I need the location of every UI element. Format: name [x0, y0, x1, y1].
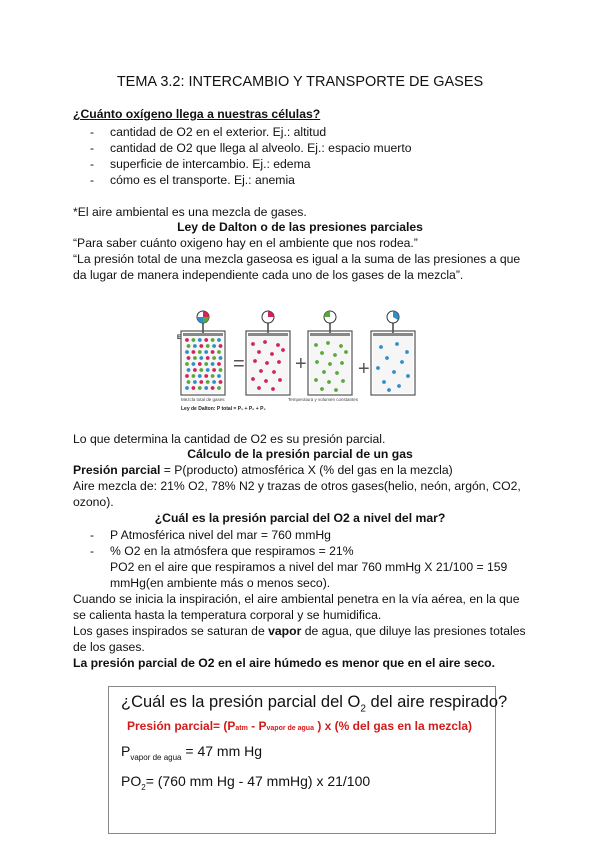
molecule-dot — [193, 356, 197, 360]
molecule-dot — [263, 340, 267, 344]
red-sub-atm: atm — [235, 725, 248, 732]
molecule-dot — [206, 380, 210, 384]
molecule-dot — [271, 387, 275, 391]
molecule-dot — [185, 386, 189, 390]
vapor-line-2: de los gases. — [73, 640, 145, 654]
quote-2-line-2: da lugar de manera independiente cada uno de los gases de la mezcla”. — [73, 268, 464, 282]
molecule-dot — [385, 356, 389, 360]
molecule-dot — [320, 351, 324, 355]
po2-line-1: PO2 en el aire que respiramos a nivel del mar 760 mmHg X 21/100 = 159 — [110, 560, 508, 574]
molecule-dot — [199, 368, 203, 372]
molecule-dot — [278, 378, 282, 382]
molecule-dot — [257, 386, 261, 390]
f2-sub: 2 — [141, 782, 146, 792]
molecule-dot — [187, 356, 191, 360]
molecule-dot — [193, 368, 197, 372]
note-text: *El aire ambiental es una mezcla de gases. — [73, 205, 307, 219]
molecule-dot — [253, 359, 257, 363]
gauge-icon — [387, 311, 399, 323]
molecule-dot — [199, 380, 203, 384]
molecule-dot — [192, 338, 196, 342]
molecule-dot — [314, 343, 318, 347]
molecule-dot — [219, 380, 223, 384]
f2-a: PO — [121, 773, 142, 789]
molecule-dot — [211, 386, 215, 390]
list-item: cantidad de O2 en el exterior. Ej.: altitud — [110, 125, 327, 139]
box-question-text: ¿Cuál es la presión parcial del O — [121, 693, 361, 711]
molecule-dot — [314, 378, 318, 382]
molecule-dot — [406, 374, 410, 378]
molecule-dot — [219, 368, 223, 372]
molecule-dot — [204, 350, 208, 354]
molecule-dot — [204, 386, 208, 390]
bullet-dash: - — [90, 141, 95, 155]
molecule-dot — [341, 379, 345, 383]
list-item: cantidad de O2 que llega al alveolo. Ej.: espacio muerto — [110, 141, 412, 155]
red-part-c: ) x (% del gas en la mezcla) — [313, 719, 473, 733]
bullet-dash: - — [90, 544, 95, 558]
molecule-dot — [217, 362, 221, 366]
vapor-text-a: Los gases inspirados se saturan de — [73, 624, 269, 638]
molecule-dot — [281, 348, 285, 352]
molecule-dot — [206, 368, 210, 372]
molecule-dot — [397, 384, 401, 388]
gauge-icon — [262, 311, 274, 323]
box-question — [121, 693, 507, 714]
molecule-dot — [327, 380, 331, 384]
molecule-dot — [264, 379, 268, 383]
bullet-dash: - — [90, 173, 95, 187]
quote-1: “Para saber cuánto oxigeno hay en el ambiente que nos rodea.” — [73, 236, 418, 250]
figure-law-label: Ley de Dalton: P total = P₁ + P₂ + P₃ — [181, 406, 266, 412]
air-mix-line-2: ozono). — [73, 495, 114, 509]
molecule-dot — [204, 338, 208, 342]
vapor-line-1 — [73, 624, 526, 638]
box-vapor-pressure — [121, 743, 262, 762]
molecule-dot — [395, 342, 399, 346]
molecule-dot — [192, 374, 196, 378]
molecule-dot — [219, 356, 223, 360]
molecule-dot — [340, 361, 344, 365]
molecule-dot — [265, 361, 269, 365]
formula-box — [108, 686, 508, 834]
molecule-dot — [187, 368, 191, 372]
molecule-dot — [211, 338, 215, 342]
molecule-dot — [333, 353, 337, 357]
molecule-dot — [212, 344, 216, 348]
box-question-end: del aire respirado? — [365, 693, 508, 711]
plus-sign: + — [295, 353, 307, 375]
bullet-dash: - — [90, 157, 95, 171]
molecule-dot — [376, 366, 380, 370]
container-blue — [371, 311, 415, 395]
list-item: % O2 en la atmósfera que respiramos = 21% — [110, 544, 354, 558]
molecule-dot — [192, 350, 196, 354]
molecule-dot — [320, 387, 324, 391]
molecule-dot — [270, 352, 274, 356]
plus-sign: + — [358, 358, 370, 380]
molecule-dot — [212, 356, 216, 360]
molecule-dot — [219, 344, 223, 348]
f1-b: = 47 mm Hg — [181, 743, 263, 759]
dalton-figure — [175, 300, 420, 422]
figure-marker: E — [177, 335, 182, 341]
molecule-dot — [379, 345, 383, 349]
molecule-dot — [212, 380, 216, 384]
molecule-dot — [217, 386, 221, 390]
molecule-dot — [192, 362, 196, 366]
molecule-dot — [185, 374, 189, 378]
molecule-dot — [259, 369, 263, 373]
list-item: cómo es el transporte. Ej.: anemia — [110, 173, 295, 187]
calc-heading: Cálculo de la presión parcial de un gas — [187, 447, 413, 461]
molecule-dot — [211, 374, 215, 378]
dalton-heading: Ley de Dalton o de las presiones parciales — [177, 220, 423, 234]
molecule-dot — [212, 368, 216, 372]
list-item: superficie de intercambio. Ej.: edema — [110, 157, 311, 171]
molecule-dot — [276, 343, 280, 347]
molecule-dot — [334, 388, 338, 392]
bullet-dash: - — [90, 125, 95, 139]
f1-sub: vapor de agua — [130, 752, 182, 762]
pp-formula: = P(producto) atmosférica X (% del gas en la mezcla) — [160, 463, 453, 477]
figure-caption-right: Temperatura y volumen constantes — [288, 397, 359, 402]
molecule-dot — [198, 374, 202, 378]
molecule-dot — [185, 350, 189, 354]
molecule-dot — [251, 377, 255, 381]
inspiration-line-2: se calienta hasta la temperatura corporal y se humidifica. — [73, 608, 382, 622]
molecule-dot — [185, 362, 189, 366]
molecule-dot — [257, 350, 261, 354]
molecule-dot — [251, 342, 255, 346]
molecule-dot — [217, 350, 221, 354]
molecule-dot — [392, 370, 396, 374]
molecule-dot — [192, 386, 196, 390]
box-po2-formula — [121, 773, 370, 792]
quote-2-line-1: “La presión total de una mezcla gaseosa es igual a la suma de las presiones a que — [73, 252, 521, 266]
molecule-dot — [187, 344, 191, 348]
air-mix-line-1: Aire mezcla de: 21% O2, 78% N2 y trazas de otros gases(helio, neón, argón, CO2, — [73, 479, 521, 493]
molecule-dot — [198, 338, 202, 342]
red-part-a: Presión parcial= (P — [127, 719, 236, 733]
f1-a: P — [121, 743, 131, 759]
equals-sign: = — [233, 353, 245, 375]
conclusion-text: La presión parcial de O2 en el aire húmedo es menor que en el aire seco. — [73, 656, 495, 670]
molecule-dot — [344, 350, 348, 354]
molecule-dot — [326, 341, 330, 345]
container-total — [181, 311, 225, 395]
gauge-icon — [197, 311, 209, 323]
molecule-dot — [193, 380, 197, 384]
molecule-dot — [206, 344, 210, 348]
po2-line-2: mmHg(en ambiente más o menos seco). — [110, 576, 331, 590]
red-sub-vapor: vapor de agua — [266, 725, 314, 732]
partial-pressure-definition — [73, 463, 453, 477]
molecule-dot — [199, 344, 203, 348]
molecule-dot — [204, 374, 208, 378]
f2-b: = (760 mm Hg - 47 mmHg) x 21/100 — [145, 773, 371, 789]
molecule-dot — [382, 380, 386, 384]
box-question-sub: 2 — [360, 703, 366, 715]
molecule-dot — [199, 356, 203, 360]
molecule-dot — [387, 388, 391, 392]
molecule-dot — [193, 344, 197, 348]
inspiration-line-1: Cuando se inicia la inspiración, el aire ambiental penetra en la vía aérea, en la que — [73, 592, 520, 606]
vapor-word: vapor — [268, 624, 302, 638]
question-oxygen: ¿Cuánto oxígeno llega a nuestras células? — [73, 107, 321, 121]
gauge-icon — [324, 311, 336, 323]
molecule-dot — [206, 356, 210, 360]
molecule-dot — [198, 362, 202, 366]
molecule-dot — [328, 362, 332, 366]
molecule-dot — [211, 362, 215, 366]
molecule-dot — [211, 350, 215, 354]
molecule-dot — [217, 338, 221, 342]
molecule-dot — [400, 360, 404, 364]
molecule-dot — [198, 350, 202, 354]
molecule-dot — [272, 370, 276, 374]
list-item: P Atmosférica nivel del mar = 760 mmHg — [110, 528, 331, 542]
molecule-dot — [277, 360, 281, 364]
molecule-dot — [185, 338, 189, 342]
molecule-dot — [405, 350, 409, 354]
container-green — [308, 311, 352, 395]
molecule-dot — [335, 371, 339, 375]
molecule-dot — [322, 370, 326, 374]
molecule-dot — [217, 374, 221, 378]
pp-label: Presión parcial — [73, 463, 161, 477]
figure-caption-left: Mezcla total de gases — [181, 397, 225, 402]
molecule-dot — [204, 362, 208, 366]
box-formula-red — [127, 719, 472, 733]
page-title: TEMA 3.2: INTERCAMBIO Y TRANSPORTE DE GASES — [116, 74, 484, 90]
question-sea-level: ¿Cuál es la presión parcial del O2 a nivel del mar? — [154, 511, 446, 525]
container-red — [246, 311, 290, 395]
red-part-b: - P — [247, 719, 267, 733]
bullet-dash: - — [90, 528, 95, 542]
molecule-dot — [187, 380, 191, 384]
vapor-text-c: de agua, que diluye las presiones totales — [301, 624, 526, 638]
molecule-dot — [198, 386, 202, 390]
molecule-dot — [339, 344, 343, 348]
molecule-dot — [315, 360, 319, 364]
determines-text: Lo que determina la cantidad de O2 es su presión parcial. — [73, 432, 386, 446]
